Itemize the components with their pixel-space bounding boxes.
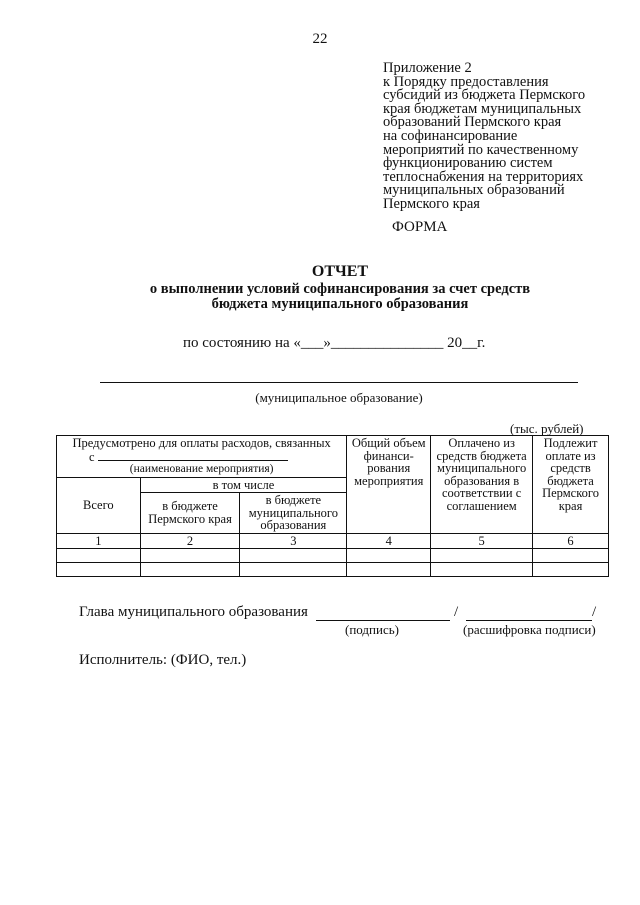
column-number: 3 xyxy=(240,533,347,549)
signature-decoding-field[interactable] xyxy=(466,620,592,621)
municipality-line[interactable] xyxy=(100,382,578,383)
table-cell[interactable] xyxy=(140,549,240,563)
table-cell[interactable] xyxy=(240,549,347,563)
executor-label: Исполнитель: (ФИО, тел.) xyxy=(79,652,247,668)
table-cell[interactable] xyxy=(57,549,141,563)
table-cell[interactable] xyxy=(347,563,431,577)
document-title: ОТЧЕТ xyxy=(311,263,369,280)
page-number: 22 xyxy=(312,31,328,47)
column-number: 2 xyxy=(140,533,240,549)
units-label: (тыс. рублей) xyxy=(510,421,584,436)
table-cell[interactable] xyxy=(57,563,141,577)
table-cell[interactable] xyxy=(347,549,431,563)
appendix-line: мероприятий по качественному xyxy=(383,141,579,158)
table-cell[interactable] xyxy=(533,563,609,577)
appendix-line: к Порядку предоставления xyxy=(383,73,549,90)
signature-decoding-caption: (расшифровка подписи) xyxy=(463,622,596,637)
table-row[interactable] xyxy=(57,549,609,563)
table-cell[interactable] xyxy=(240,563,347,577)
signature-caption: (подпись) xyxy=(345,622,399,637)
table-cell[interactable] xyxy=(431,563,533,577)
column-number: 1 xyxy=(57,533,141,549)
header-planned xyxy=(57,436,347,478)
column-number: 5 xyxy=(431,533,533,549)
appendix-line: муниципальных образований xyxy=(383,182,565,199)
signature-slash: / xyxy=(454,604,459,620)
appendix-block xyxy=(383,62,633,212)
subtitle-line-2: бюджета муниципального образования xyxy=(211,296,469,312)
header-planned-prefix: с xyxy=(89,449,95,464)
table-cell[interactable] xyxy=(533,549,609,563)
signature-field[interactable] xyxy=(316,620,450,621)
header-to-pay: Подлежит оплате из средств бюджета Пермского края xyxy=(533,436,609,534)
header-paid: Оплачено из средств бюджета муниципального образования в соответствии с соглашением xyxy=(431,436,533,534)
header-volume: Общий объем финанси-рования мероприятия xyxy=(347,436,431,534)
appendix-line: теплоснабжения на территориях xyxy=(383,168,584,185)
table-cell[interactable] xyxy=(431,549,533,563)
activity-name-field[interactable] xyxy=(98,450,288,461)
header-planned-text: Предусмотрено для оплаты расходов, связанных xyxy=(72,436,331,450)
appendix-line: образований Пермского края xyxy=(383,114,562,131)
header-regional: в бюджете Пермского края xyxy=(140,493,240,534)
appendix-line: Приложение 2 xyxy=(383,60,472,76)
head-of-municipality-label: Глава муниципального образования xyxy=(79,604,308,620)
column-number: 6 xyxy=(533,533,609,549)
activity-name-caption: (наименование мероприятия) xyxy=(129,463,274,475)
header-total: Всего xyxy=(57,477,141,533)
appendix-line: Пермского края xyxy=(383,195,480,212)
column-numbers-row xyxy=(57,533,609,549)
document-subtitle xyxy=(0,282,640,312)
appendix-line: края бюджетам муниципальных xyxy=(383,100,582,117)
subtitle-line-1: о выполнении условий софинансирования за счет средств xyxy=(149,281,531,297)
report-table xyxy=(56,435,609,577)
appendix-line: функционированию систем xyxy=(383,155,553,172)
table-cell[interactable] xyxy=(140,563,240,577)
as-of-date-field[interactable]: по состоянию на «___»_______________ 20__г. xyxy=(183,335,486,351)
header-including: в том числе xyxy=(140,477,347,493)
municipality-caption: (муниципальное образование) xyxy=(255,390,423,405)
table-row[interactable] xyxy=(57,563,609,577)
appendix-line: на софинансирование xyxy=(383,127,518,144)
header-municipal: в бюджете муниципального образования xyxy=(240,493,347,534)
signature-slash: / xyxy=(592,604,597,620)
form-label: ФОРМА xyxy=(392,219,448,235)
column-number: 4 xyxy=(347,533,431,549)
appendix-line: субсидий из бюджета Пермского xyxy=(383,87,586,104)
